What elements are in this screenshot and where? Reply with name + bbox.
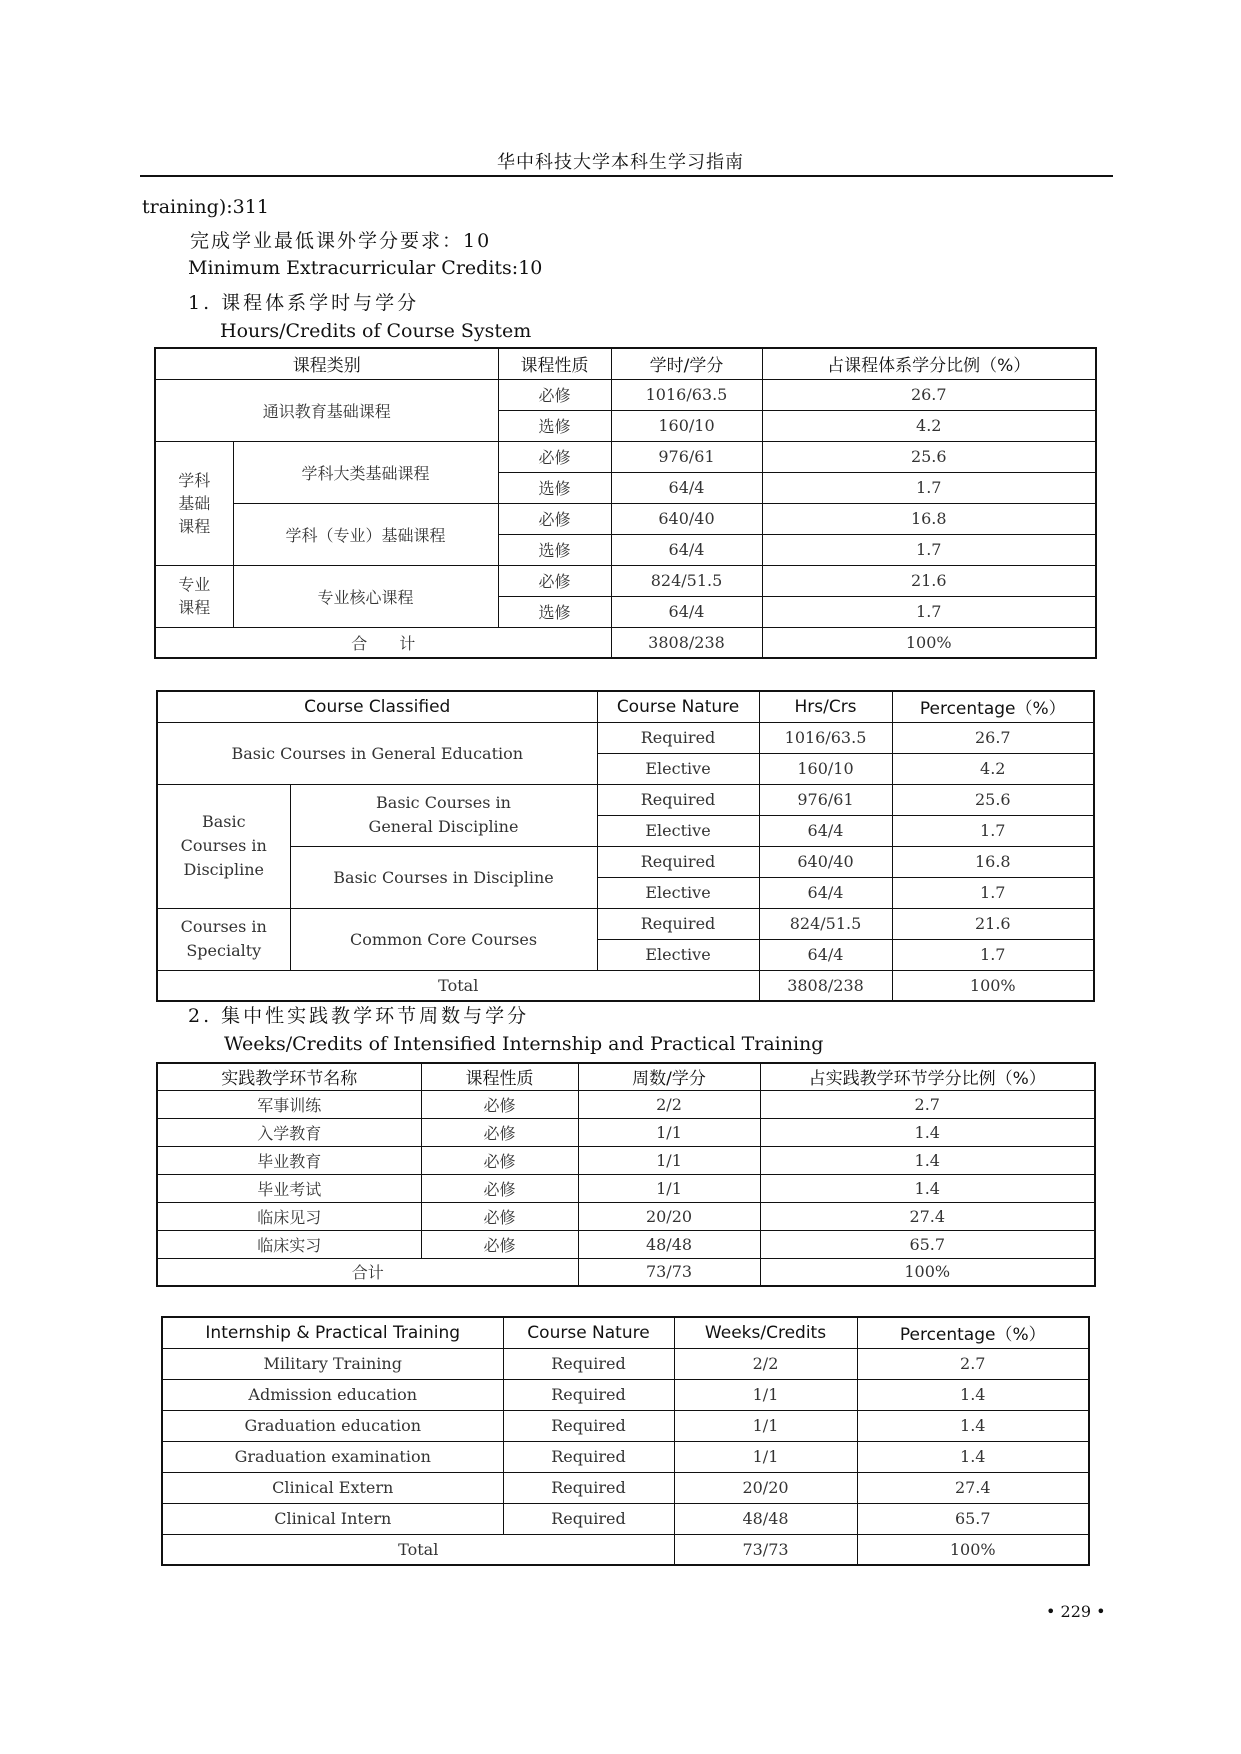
cell-nature: Required [503,1410,674,1441]
cell-percent: 1.4 [857,1441,1089,1472]
cell-nature: 必修 [421,1146,578,1174]
cell-hours: 640/40 [611,503,762,534]
cell-percent: 1.4 [857,1410,1089,1441]
course-system-table-en [156,690,1095,1002]
cell-weeks: 1/1 [674,1441,857,1472]
total-label: 合计 [157,1258,578,1286]
cell-nature: 选修 [498,534,611,565]
header-percentage: Percentage（%） [857,1317,1089,1348]
cell-percent: 4.2 [892,753,1094,784]
cell-percent: 65.7 [857,1503,1089,1534]
table-header-row [162,1317,1089,1348]
cell-nature: 必修 [421,1174,578,1202]
header-course-category: 课程类别 [155,348,498,379]
cell-weeks: 2/2 [578,1090,760,1118]
total-hours: 3808/238 [611,627,762,658]
total-percent: 100% [857,1534,1089,1565]
subgroup-core-courses: 专业核心课程 [233,565,498,627]
table-total-row [162,1534,1089,1565]
cell-hours: 64/4 [611,472,762,503]
intro-line-training: training):311 [142,196,269,218]
page-header-title: 华中科技大学本科生学习指南 [497,152,744,173]
intro-line-extracurricular-en: Minimum Extracurricular Credits:10 [188,257,543,279]
cell-weeks: 1/1 [674,1410,857,1441]
table-row [157,908,1094,939]
table-row [157,1090,1095,1118]
cell-name: Clinical Extern [162,1472,503,1503]
total-percent: 100% [760,1258,1095,1286]
total-hours: 3808/238 [759,970,892,1001]
cell-percent: 2.7 [760,1090,1095,1118]
cell-name: Admission education [162,1379,503,1410]
cell-percent: 2.7 [857,1348,1089,1379]
section-2-subtitle: Weeks/Credits of Intensified Internship and Practical Training [224,1033,824,1055]
cell-name: Clinical Intern [162,1503,503,1534]
cell-percent: 26.7 [762,379,1096,410]
total-weeks: 73/73 [674,1534,857,1565]
table-row [162,1441,1089,1472]
cell-nature: 必修 [421,1202,578,1230]
table-row [155,441,1096,472]
cell-nature: Elective [597,753,759,784]
cell-percent: 65.7 [760,1230,1095,1258]
cell-percent: 1.4 [760,1174,1095,1202]
cell-percent: 25.6 [762,441,1096,472]
group-specialty: Courses in Specialty [157,908,290,970]
header-percentage: Percentage（%） [892,691,1094,722]
cell-hours: 824/51.5 [611,565,762,596]
group-specialty: 专业课程 [155,565,233,627]
table-row [157,1202,1095,1230]
table-row [157,1230,1095,1258]
table-row [157,784,1094,815]
cell-percent: 16.8 [762,503,1096,534]
subgroup-broad-discipline: 学科大类基础课程 [233,441,498,503]
table-row [162,1410,1089,1441]
cell-name: 军事训练 [157,1090,421,1118]
table-total-row [157,970,1094,1001]
cell-hours: 64/4 [611,596,762,627]
cell-nature: Required [503,1441,674,1472]
cell-hours: 64/4 [759,939,892,970]
table-row [157,846,1094,877]
cell-weeks: 2/2 [674,1348,857,1379]
cell-nature: Required [503,1503,674,1534]
cell-weeks: 48/48 [578,1230,760,1258]
cell-nature: 必修 [421,1090,578,1118]
header-course-classified: Course Classified [157,691,597,722]
total-label: Total [157,970,759,1001]
cell-weeks: 1/1 [578,1118,760,1146]
cell-percent: 1.7 [892,939,1094,970]
cell-nature: 必修 [498,379,611,410]
cell-nature: 必修 [498,441,611,472]
table-row [162,1348,1089,1379]
cell-hours: 824/51.5 [759,908,892,939]
cell-name: 临床实习 [157,1230,421,1258]
cell-percent: 1.4 [760,1118,1095,1146]
group-general-education: 通识教育基础课程 [155,379,498,441]
cell-nature: Required [597,784,759,815]
section-2-title: 2. 集中性实践教学环节周数与学分 [188,1005,530,1027]
cell-hours: 976/61 [611,441,762,472]
header-hrs-crs: Hrs/Crs [759,691,892,722]
table-row [162,1472,1089,1503]
cell-percent: 1.7 [762,534,1096,565]
cell-hours: 64/4 [759,877,892,908]
table-row [157,722,1094,753]
cell-nature: 选修 [498,596,611,627]
cell-weeks: 48/48 [674,1503,857,1534]
cell-nature: Elective [597,939,759,970]
cell-nature: 选修 [498,410,611,441]
cell-nature: 必修 [498,565,611,596]
table-total-row [157,1258,1095,1286]
total-label: 合 计 [155,627,611,658]
header-percentage: 占课程体系学分比例（%） [762,348,1096,379]
table-total-row [155,627,1096,658]
table-row [157,1146,1095,1174]
cell-hours: 640/40 [759,846,892,877]
cell-percent: 1.4 [857,1379,1089,1410]
cell-nature: 必修 [421,1230,578,1258]
header-rule [140,175,1113,177]
cell-percent: 4.2 [762,410,1096,441]
cell-name: Graduation education [162,1410,503,1441]
cell-name: 入学教育 [157,1118,421,1146]
cell-nature: Required [503,1472,674,1503]
header-course-nature: Course Nature [597,691,759,722]
header-percentage: 占实践教学环节学分比例（%） [760,1063,1095,1090]
section-1-title: 1. 课程体系学时与学分 [188,292,420,314]
cell-percent: 1.7 [762,472,1096,503]
header-weeks-credits: Weeks/Credits [674,1317,857,1348]
cell-weeks: 1/1 [578,1174,760,1202]
cell-nature: Required [597,722,759,753]
intro-line-extracurricular-cn: 完成学业最低课外学分要求：10 [190,230,492,252]
header-practice-name: 实践教学环节名称 [157,1063,421,1090]
subgroup-major-basics: 学科（专业）基础课程 [233,503,498,565]
table-header-row [155,348,1096,379]
cell-name: 毕业考试 [157,1174,421,1202]
cell-weeks: 20/20 [674,1472,857,1503]
total-weeks: 73/73 [578,1258,760,1286]
table-row [162,1379,1089,1410]
cell-nature: Elective [597,815,759,846]
group-general-education: Basic Courses in General Education [157,722,597,784]
cell-hours: 1016/63.5 [611,379,762,410]
course-system-table-cn [154,347,1097,659]
subgroup-general-discipline: Basic Courses in General Discipline [290,784,597,846]
group-discipline-basics: Basic Courses in Discipline [157,784,290,908]
cell-name: Graduation examination [162,1441,503,1472]
cell-nature: Required [503,1348,674,1379]
cell-nature: 必修 [498,503,611,534]
cell-percent: 21.6 [762,565,1096,596]
cell-percent: 1.4 [760,1146,1095,1174]
cell-nature: 选修 [498,472,611,503]
total-percent: 100% [762,627,1096,658]
cell-percent: 27.4 [857,1472,1089,1503]
cell-nature: Required [597,846,759,877]
total-percent: 100% [892,970,1094,1001]
cell-nature: Required [597,908,759,939]
practical-training-table-cn [156,1062,1096,1287]
page-number: • 229 • [1046,1602,1106,1621]
cell-hours: 64/4 [611,534,762,565]
cell-nature: Elective [597,877,759,908]
header-hours-credits: 学时/学分 [611,348,762,379]
cell-hours: 160/10 [611,410,762,441]
table-row [155,379,1096,410]
subgroup-common-core: Common Core Courses [290,908,597,970]
table-row [162,1503,1089,1534]
cell-weeks: 1/1 [674,1379,857,1410]
cell-weeks: 20/20 [578,1202,760,1230]
cell-weeks: 1/1 [578,1146,760,1174]
table-row [155,503,1096,534]
total-label: Total [162,1534,674,1565]
section-1-subtitle: Hours/Credits of Course System [220,320,532,342]
cell-percent: 1.7 [892,877,1094,908]
cell-percent: 25.6 [892,784,1094,815]
cell-hours: 160/10 [759,753,892,784]
cell-percent: 16.8 [892,846,1094,877]
cell-nature: 必修 [421,1118,578,1146]
cell-nature: Required [503,1379,674,1410]
cell-percent: 27.4 [760,1202,1095,1230]
header-weeks-credits: 周数/学分 [578,1063,760,1090]
cell-hours: 1016/63.5 [759,722,892,753]
cell-percent: 21.6 [892,908,1094,939]
cell-name: 临床见习 [157,1202,421,1230]
header-course-nature: Course Nature [503,1317,674,1348]
cell-name: 毕业教育 [157,1146,421,1174]
cell-percent: 1.7 [892,815,1094,846]
table-row [155,565,1096,596]
header-course-nature: 课程性质 [421,1063,578,1090]
group-discipline-basics: 学科基础课程 [155,441,233,565]
practical-training-table-en [161,1316,1090,1566]
subgroup-discipline: Basic Courses in Discipline [290,846,597,908]
table-row [157,1118,1095,1146]
cell-hours: 64/4 [759,815,892,846]
table-row [157,1174,1095,1202]
cell-percent: 26.7 [892,722,1094,753]
header-internship-training: Internship & Practical Training [162,1317,503,1348]
header-course-nature: 课程性质 [498,348,611,379]
table-header-row [157,691,1094,722]
table-header-row [157,1063,1095,1090]
cell-hours: 976/61 [759,784,892,815]
cell-name: Military Training [162,1348,503,1379]
cell-percent: 1.7 [762,596,1096,627]
